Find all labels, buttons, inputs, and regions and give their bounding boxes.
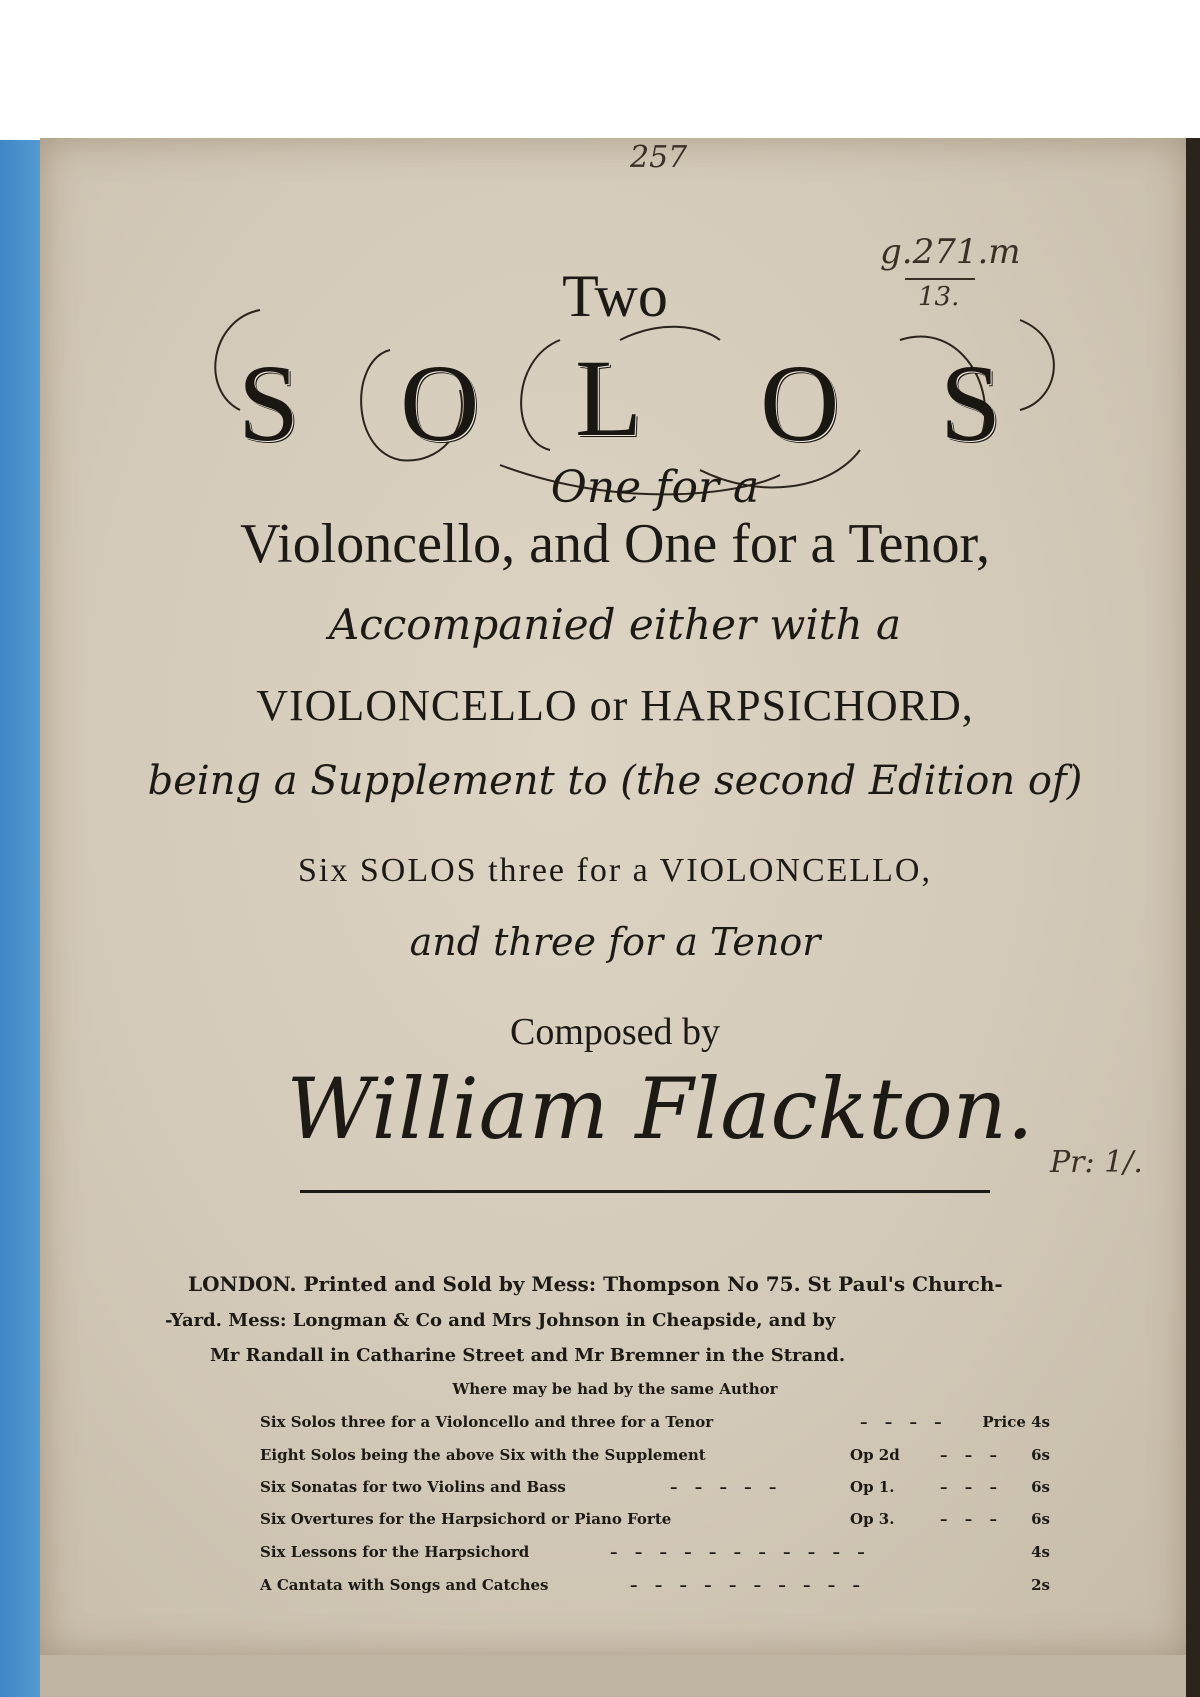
leader-dashes: – – – (940, 1446, 1003, 1464)
leader-dashes: – – – – – – – – – – – (610, 1543, 871, 1561)
six-solos-line: Six SOLOS three for a VIOLONCELLO, (298, 852, 932, 889)
title-letter-s2: S (940, 342, 1002, 464)
work-opus: Op 1. (850, 1478, 895, 1496)
folio-number: 257 (630, 140, 688, 175)
instruments-line: Violoncello, and One for a Tenor, (240, 513, 990, 575)
three-for-tenor-line: and three for a Tenor (409, 920, 821, 964)
title-letter-s1: S (238, 342, 300, 464)
title-two: Two (562, 263, 668, 329)
composed-by-line: Composed by (509, 1011, 721, 1053)
price-annotation: Pr: 1/. (1050, 1145, 1143, 1180)
accompanied-line: Accompanied either with a (328, 600, 902, 649)
composer-name: William Flackton. (286, 1060, 1034, 1158)
work-title: Six Sonatas for two Violins and Bass (260, 1478, 566, 1496)
where-had-line: Where may be had by the same Author (452, 1380, 778, 1398)
title-rule (300, 1190, 990, 1193)
one-for-a-line: One for a (550, 462, 760, 513)
work-price: Price 4s (982, 1413, 1050, 1431)
work-price: 6s (1031, 1510, 1050, 1528)
title-letter-o1: O (400, 342, 480, 464)
work-title: Eight Solos being the above Six with the Supplement (260, 1446, 706, 1464)
work-title: Six Lessons for the Harpsichord (260, 1543, 530, 1561)
works-list-item (260, 1478, 1050, 1508)
work-price: 4s (1031, 1543, 1050, 1561)
imprint-line-2: -Yard. Mess: Longman & Co and Mrs Johnson in Cheapside, and by (165, 1310, 836, 1331)
title-letter-o2: O (760, 342, 840, 464)
page-lower-edge (40, 1655, 1190, 1697)
leader-dashes: – – – – (860, 1413, 948, 1431)
work-title: Six Solos three for a Violoncello and three for a Tenor (260, 1413, 714, 1431)
leader-dashes: – – – (940, 1478, 1003, 1496)
work-price: 6s (1031, 1446, 1050, 1464)
works-list-item (260, 1510, 1050, 1540)
work-opus: Op 2d (850, 1446, 900, 1464)
leader-dashes: – – – (940, 1510, 1003, 1528)
title-letter-l: L (575, 337, 643, 459)
page-right-edge (1186, 138, 1200, 1697)
works-list-item (260, 1576, 1050, 1606)
shelfmark: g.271.m (880, 232, 1021, 272)
works-list-item (260, 1413, 1050, 1443)
work-title: A Cantata with Songs and Catches (260, 1576, 549, 1594)
work-price: 6s (1031, 1478, 1050, 1496)
imprint-line-3: Mr Randall in Catharine Street and Mr Bremner in the Strand. (210, 1345, 846, 1366)
work-price: 2s (1031, 1576, 1050, 1594)
works-list-item (260, 1446, 1050, 1476)
works-list-item (260, 1543, 1050, 1573)
leader-dashes: – – – – – (670, 1478, 783, 1496)
supplement-line: being a Supplement to (the second Edition of) (147, 758, 1083, 804)
work-title: Six Overtures for the Harpsichord or Piano Forte (260, 1510, 672, 1528)
shelfmark-number: 13. (918, 282, 960, 312)
work-opus: Op 3. (850, 1510, 895, 1528)
leader-dashes: – – – – – – – – – – (630, 1576, 866, 1594)
imprint-line-1: LONDON. Printed and Sold by Mess: Thompson No 75. St Paul's Church- (188, 1272, 1003, 1296)
accompaniment-instruments-line: VIOLONCELLO or HARPSICHORD, (256, 681, 974, 730)
